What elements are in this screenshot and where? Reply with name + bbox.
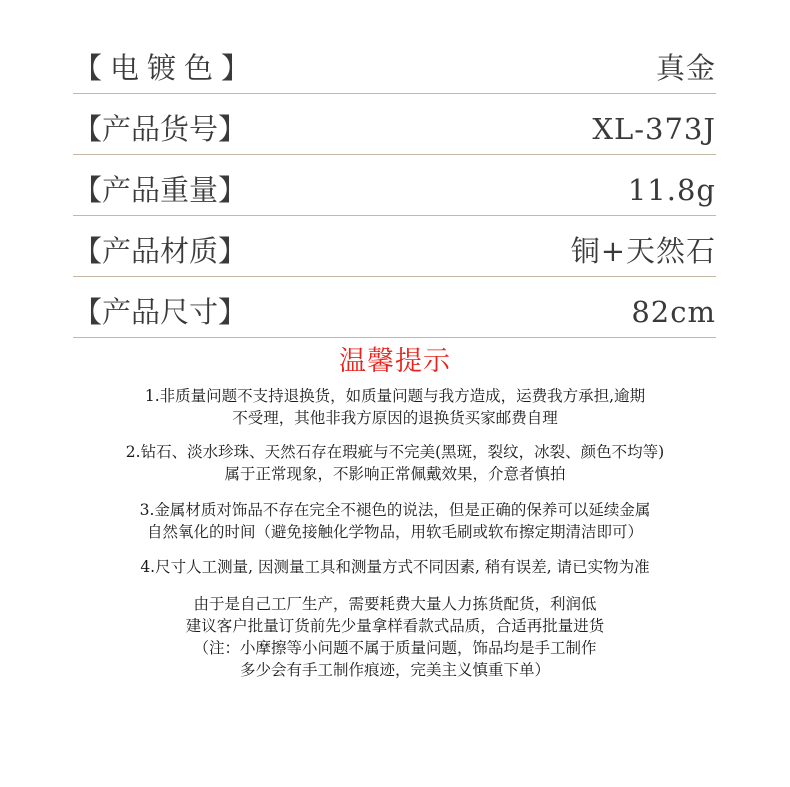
- spec-value: 铜+天然石: [570, 234, 716, 268]
- notice-line: 1.非质量问题不支持退换货，如质量问题与我方造成，运费我方承担,逾期: [144, 387, 646, 405]
- notice-line: 建议客户批量订货前先少量拿样看款式品质，合适再批量进货: [185, 617, 605, 635]
- spec-table: [73, 0, 716, 338]
- notice-title: 温馨提示: [339, 346, 451, 377]
- notice-line: 2.钻石、淡水珍珠、天然石存在瑕疵与不完美(黑斑，裂纹，冰裂、颜色不均等): [125, 443, 665, 461]
- spec-row-product-weight: [73, 155, 716, 216]
- spec-label: 【产品重量】: [73, 173, 248, 207]
- notice-line: 不受理，其他非我方原因的退换货买家邮费自理: [232, 409, 558, 427]
- notice-item-returns: [0, 385, 790, 429]
- spec-value: 真金: [655, 51, 716, 85]
- spec-row-product-number: [73, 94, 716, 155]
- notice-item-measurement: [0, 556, 790, 578]
- notice-line: 3.金属材质对饰品不存在完全不褪色的说法，但是正确的保养可以延续金属: [139, 501, 651, 519]
- spec-label: 【产品货号】: [73, 112, 248, 146]
- spec-row-product-size: [73, 277, 716, 338]
- notice-line: 4.尺寸人工测量, 因测量工具和测量方式不同因素, 稍有误差, 请已实物为准: [140, 558, 650, 576]
- notice-item-natural-flaws: [0, 441, 790, 485]
- spec-label: 【产品材质】: [73, 234, 248, 268]
- spec-value: 11.8g: [627, 173, 716, 207]
- notice-line: 由于是自己工厂生产，需要耗费大量人力拣货配货，利润低: [193, 595, 597, 613]
- notice-line: 多少会有手工制作痕迹，完美主义慎重下单）: [239, 661, 550, 679]
- notice-item-factory-note: [0, 593, 790, 681]
- spec-label: 【电镀色】: [73, 51, 259, 85]
- notice-item-metal-care: [0, 499, 790, 543]
- notice-line: 属于正常现象，不影响正常佩戴效果，介意者慎拍: [224, 465, 566, 483]
- spec-row-plating-color: [73, 0, 716, 94]
- spec-value: 82cm: [631, 295, 716, 329]
- spec-value: XL-373J: [592, 112, 716, 146]
- notice-line: 自然氧化的时间（避免接触化学物品，用软毛刷或软布擦定期清洁即可）: [146, 523, 643, 541]
- spec-row-product-material: [73, 216, 716, 277]
- spec-label: 【产品尺寸】: [73, 295, 248, 329]
- notice-line: （注：小摩擦等小问题不属于质量问题，饰品均是手工制作: [193, 639, 597, 657]
